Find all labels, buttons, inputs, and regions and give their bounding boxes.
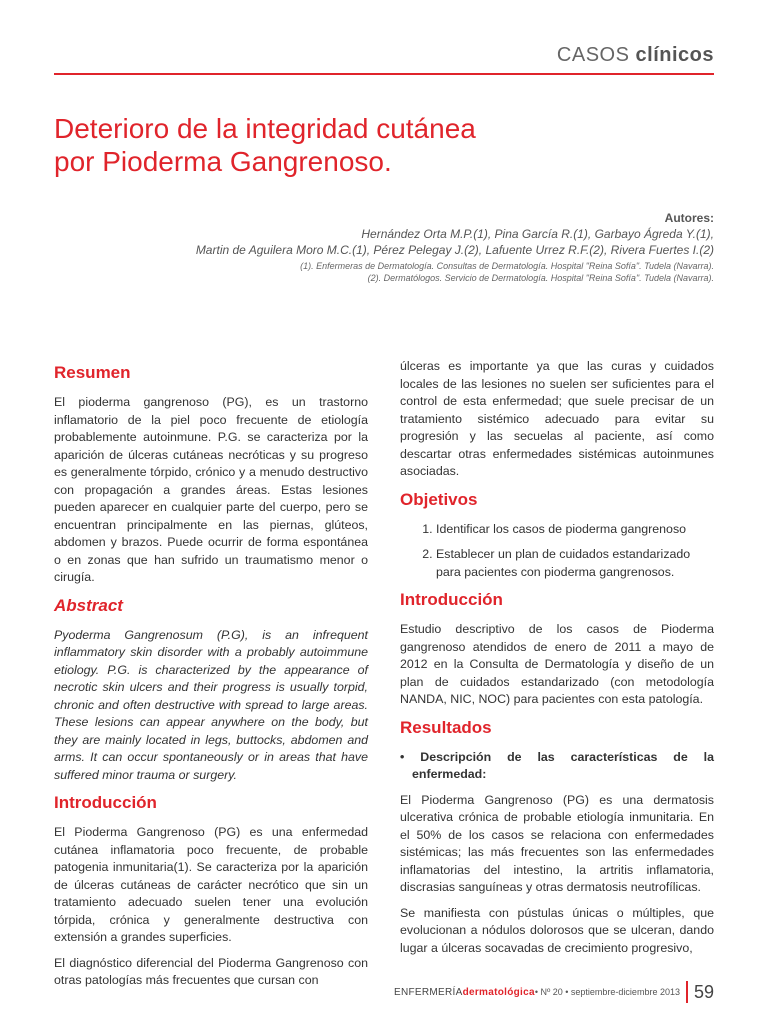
resumen-heading: Resumen bbox=[54, 363, 131, 382]
journal-name bbox=[394, 987, 535, 998]
journal-name-bold: dermatológica bbox=[462, 986, 535, 998]
affiliation-2: (2). Dermatólogos. Servicio de Dermatología. Hospital "Reina Sofía". Tudela (Navarra). bbox=[367, 273, 714, 283]
page-footer bbox=[394, 981, 714, 1003]
objetivo-item-1: 1. Identificar los casos de pioderma gangrenoso bbox=[436, 521, 714, 539]
resultados-paragraph-2: Se manifiesta con pústulas únicas o múltiples, que evolucionan a nódulos dolorosos que se ulceran, dando lugar a úlceras socavadas de crecimiento progresivo, bbox=[400, 905, 714, 955]
footer-divider bbox=[686, 981, 688, 1003]
affiliations bbox=[74, 260, 714, 284]
authors-label: Autores: bbox=[664, 211, 714, 225]
page-number: 59 bbox=[693, 981, 714, 1002]
intro-heading-right: Introducción bbox=[400, 590, 503, 609]
header-rule bbox=[54, 73, 714, 75]
intro-paragraph-2: El diagnóstico diferencial del Pioderma Gangrenoso con otras patologías más frecuentes que cursan con bbox=[54, 955, 368, 987]
resultados-bullet: • Descripción de las características de la enfermedad: bbox=[400, 749, 714, 781]
section-label bbox=[557, 44, 714, 67]
title-line-2: por Pioderma Gangrenoso. bbox=[54, 146, 392, 177]
continuation-text: úlceras es importante ya que las curas y cuidados locales de las lesiones no suelen ser suficientes para el control de esta enfermedad; que suele precisar de un tratamiento sistémico adecuado para evitar su progresión y las secuelas al paciente, así como descartar otras enfermedades sistémicas autoinmunes asociadas. bbox=[400, 359, 714, 478]
article-title bbox=[54, 112, 714, 178]
resultados-paragraph-1: El Pioderma Gangrenoso (PG) es una dermatosis ulcerativa crónica de probable etiología inmunitaria. En el 50% de los casos se relaciona con enfermedades sistémicas; las más frecuentes son las enfermedades inflamatorias del intestino, la artritis inflamatoria, discrasias sanguíneas y otras dermatosis neutrofílicas. bbox=[400, 792, 714, 894]
section-label-bold: clínicos bbox=[635, 44, 714, 66]
intro-paragraph-1: El Pioderma Gangrenoso (PG) es una enfermedad cutánea inflamatoria poco frecuente, de probable patogenia inmunitaria(1). Se caracteriza por la aparición de úlceras cutáneas de carácter necrótico que sin un tratamiento adecuado suelen tener una evolución tórpida, crónica y generalmente destructiva con extensión a grandes superficies. bbox=[54, 825, 368, 944]
authors-block bbox=[74, 210, 714, 258]
title-line-1: Deterioro de la integridad cutánea bbox=[54, 113, 476, 144]
objetivos-list bbox=[400, 521, 714, 582]
objetivos-heading: Objetivos bbox=[400, 489, 478, 509]
section-label-light: CASOS bbox=[556, 44, 630, 66]
authors-line-1: Hernández Orta M.P.(1), Pina García R.(1), Garbayo Ágreda Y.(1), bbox=[361, 227, 714, 241]
objetivo-item-2: 2. Establecer un plan de cuidados estandarizado para pacientes con pioderma gangrenosos. bbox=[436, 546, 714, 581]
affiliation-1: (1). Enfermeras de Dermatología. Consultas de Dermatología. Hospital "Reina Sofía". Tudela (Navarra). bbox=[300, 261, 714, 271]
resultados-heading: Resultados bbox=[400, 717, 492, 737]
right-column bbox=[400, 358, 714, 965]
intro-right-text: Estudio descriptivo de los casos de Pioderma gangrenoso atendidos de enero de 2011 a mayo de 2012 en la Consulta de Dermatología y diseño de un plan de cuidados estandarizado (con metodología NANDA, NIC, NOC) para pacientes con esta patología. bbox=[400, 622, 714, 706]
abstract-text: Pyoderma Gangrenosum (P.G), is an infrequent inflammatory skin disorder with a probably autoimmune etiology. P.G. is characterized by the appearance of necrotic skin ulcers and their progress is usually torpid, chronic and often destructive with spread to large areas. These lesions can appear anywhere on the body, but they are mainly located in legs, buttocks, abdomen and arms. It can occur spontaneously or in areas that have suffered minor trauma or surgery. bbox=[54, 627, 368, 782]
intro-heading-left: Introducción bbox=[54, 793, 157, 812]
authors-line-2: Martin de Aguilera Moro M.C.(1), Pérez Pelegay J.(2), Lafuente Urrez R.F.(2), Rivera Fuertes I.(2) bbox=[195, 243, 714, 257]
left-column bbox=[54, 358, 368, 998]
journal-name-light: ENFERMERÍA bbox=[394, 986, 463, 998]
resumen-text: El pioderma gangrenoso (PG), es un trastorno inflamatorio de la piel poco frecuente de etiología probablemente autoinmune. P.G. se caracteriza por la aparición de úlceras cutáneas necróticas y su progreso es generalmente tórpido, crónico y a menudo destructivo con propagación a grandes áreas. Estas lesiones pueden aparecer en cualquier parte del cuerpo, pero se encuentran principalmente en las piernas, glúteos, abdomen y brazos. Puede ocurrir de forma espontánea o en zonas que han sufrido un traumatismo menor o cirugía. bbox=[54, 395, 368, 584]
abstract-heading: Abstract bbox=[54, 595, 123, 615]
issue-info: • Nº 20 • septiembre-diciembre 2013 bbox=[534, 987, 680, 997]
